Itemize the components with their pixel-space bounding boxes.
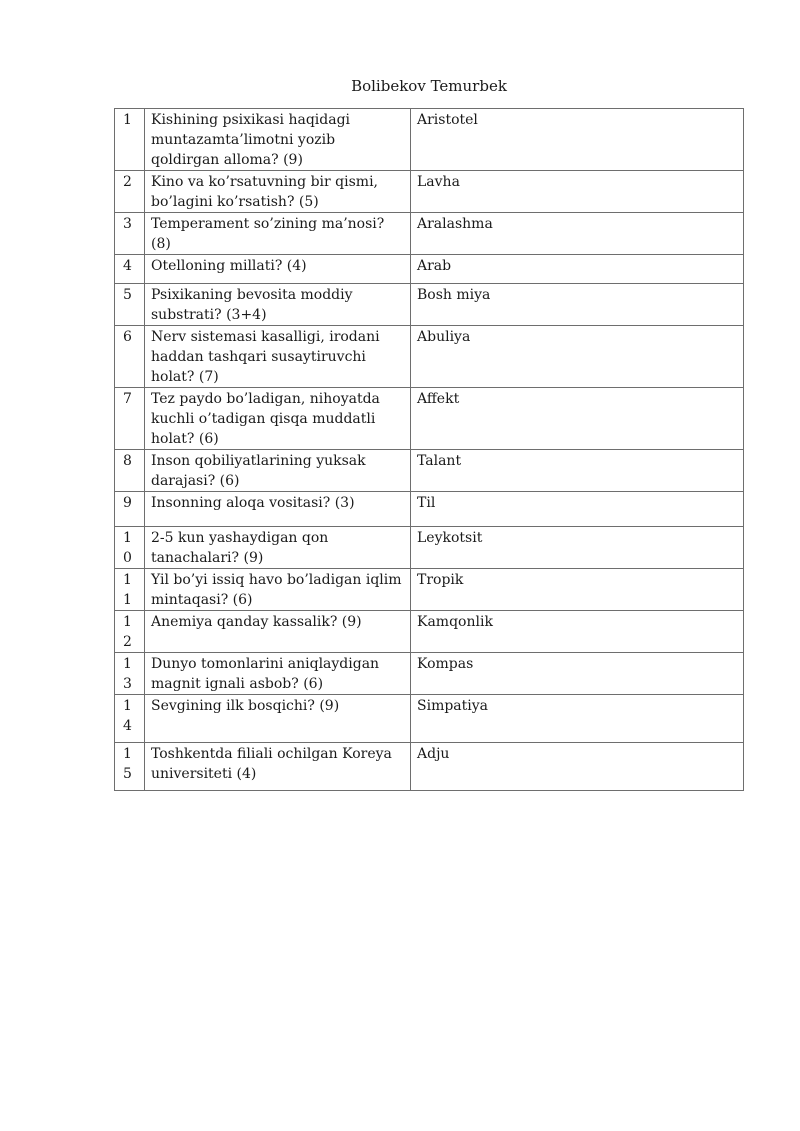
row-number: 9 [115,492,145,527]
row-number: 4 [115,255,145,284]
table-row [115,695,744,743]
question-cell: Sevgining ilk bosqichi? (9) [145,695,411,743]
table-row [115,109,744,171]
row-number: 15 [115,743,145,791]
question-cell: Temperament so’zining ma’nosi? (8) [145,213,411,255]
question-cell: Inson qobiliyatlarining yuksak darajasi? (6) [145,450,411,492]
row-number: 7 [115,388,145,450]
question-cell: Kishining psixikasi haqidagi muntazamta’limotni yozib qoldirgan alloma? (9) [145,109,411,171]
question-cell: Psixikaning bevosita moddiy substrati? (3+4) [145,284,411,326]
table-row [115,492,744,527]
table-row [115,450,744,492]
answer-cell: Adju [411,743,744,791]
answer-cell: Aralashma [411,213,744,255]
answer-cell: Talant [411,450,744,492]
answer-cell: Abuliya [411,326,744,388]
row-number: 3 [115,213,145,255]
table-row [115,653,744,695]
page-title: Bolibekov Temurbek [351,77,507,95]
answer-cell: Til [411,492,744,527]
table-row [115,255,744,284]
question-cell: Yil bo’yi issiq havo bo’ladigan iqlim mintaqasi? (6) [145,569,411,611]
question-cell: Toshkentda filiali ochilgan Koreya universiteti (4) [145,743,411,791]
question-cell: Kino va ko’rsatuvning bir qismi, bo’lagini ko’rsatish? (5) [145,171,411,213]
table-row [115,326,744,388]
answer-cell: Bosh miya [411,284,744,326]
row-number: 6 [115,326,145,388]
row-number: 12 [115,611,145,653]
table-row [115,284,744,326]
answer-cell: Tropik [411,569,744,611]
table-row [115,527,744,569]
question-cell: Dunyo tomonlarini aniqlaydigan magnit ignali asbob? (6) [145,653,411,695]
answer-cell: Kompas [411,653,744,695]
table-row [115,743,744,791]
table-row [115,611,744,653]
question-cell: Anemiya qanday kassalik? (9) [145,611,411,653]
quiz-table [114,108,744,791]
answer-cell: Leykotsit [411,527,744,569]
row-number: 10 [115,527,145,569]
table-row [115,388,744,450]
answer-cell: Simpatiya [411,695,744,743]
question-cell: Nerv sistemasi kasalligi, irodani haddan tashqari susaytiruvchi holat? (7) [145,326,411,388]
question-cell: Insonning aloqa vositasi? (3) [145,492,411,527]
row-number: 2 [115,171,145,213]
question-cell: 2-5 kun yashaydigan qon tanachalari? (9) [145,527,411,569]
question-cell: Otelloning millati? (4) [145,255,411,284]
table-row [115,213,744,255]
question-cell: Tez paydo bo’ladigan, nihoyatda kuchli o’tadigan qisqa muddatli holat? (6) [145,388,411,450]
row-number: 1 [115,109,145,171]
answer-cell: Affekt [411,388,744,450]
answer-cell: Lavha [411,171,744,213]
row-number: 11 [115,569,145,611]
table-row [115,171,744,213]
answer-cell: Aristotel [411,109,744,171]
row-number: 14 [115,695,145,743]
answer-cell: Arab [411,255,744,284]
row-number: 13 [115,653,145,695]
row-number: 8 [115,450,145,492]
row-number: 5 [115,284,145,326]
table-row [115,569,744,611]
answer-cell: Kamqonlik [411,611,744,653]
